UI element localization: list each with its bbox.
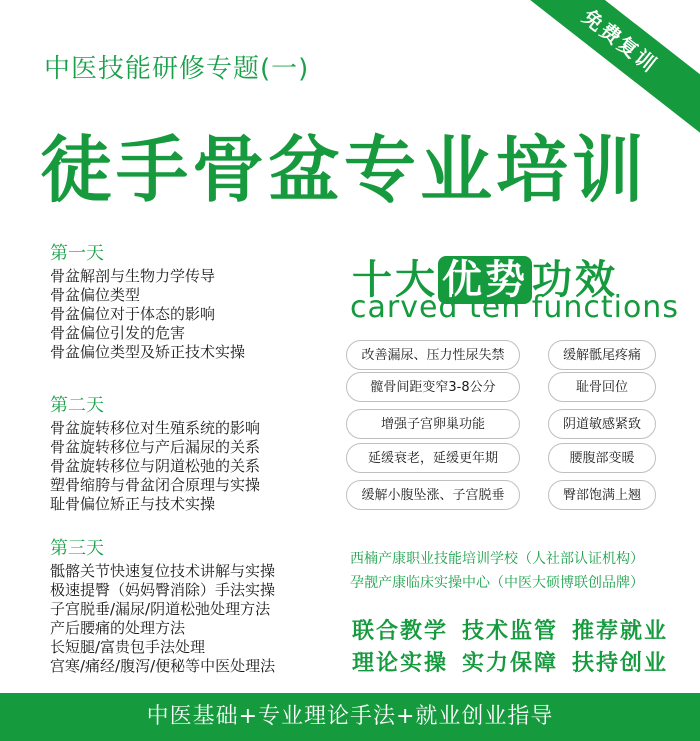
course-item: 耻骨偏位矫正与技术实操 [50,495,216,513]
footer-banner: 中医基础+专业理论手法+就业创业指导 [0,693,700,741]
slogan-row-2 [352,646,682,677]
course-item: 骨盆解剖与生物力学传导 [50,267,216,285]
benefit-pill: 改善漏尿、压力性尿失禁 [346,340,520,370]
slogan: 理论实操 [352,651,449,676]
course-item: 骨盆旋转移位与阴道松弛的关系 [50,457,261,475]
benefit-pill: 缓解小腹坠涨、子宫脱垂 [346,480,520,510]
course-item: 长短腿/富贵包手法处理 [50,638,206,656]
benefit-pill: 腰腹部变暖 [548,443,656,473]
course-item: 骨盆旋转移位与产后漏尿的关系 [50,438,261,456]
slogan-row-1 [352,614,682,645]
course-item: 子宫脱垂/漏尿/阴道松弛处理方法 [50,600,271,618]
course-item: 塑骨缩胯与骨盆闭合原理与实操 [50,476,261,494]
benefit-pill: 增强子宫卵巢功能 [346,409,520,439]
practice-center-name: 孕靓产康临床实操中心（中医大硕博联创品牌） [350,575,644,591]
course-item: 骨盆偏位引发的危害 [50,324,186,342]
benefit-pill: 耻骨回位 [548,372,656,402]
slogan: 扶持创业 [572,651,669,676]
slogan: 技术监管 [462,619,559,644]
slogan: 推荐就业 [572,619,669,644]
course-item: 骶髂关节快速复位技术讲解与实操 [50,562,276,580]
benefit-pill: 缓解骶尾疼痛 [548,340,656,370]
slogan: 实力保障 [462,651,559,676]
day-2-section [50,395,260,514]
course-item: 宫寒/痛经/腹泻/便秘等中医处理法 [50,657,276,675]
benefit-pill: 臀部饱满上翘 [548,480,656,510]
course-item: 骨盆偏位类型 [50,286,141,304]
day-title: 第二天 [50,395,104,416]
school-name: 西楠产康职业技能培训学校（人社部认证机构） [350,551,644,567]
day-3-section [50,538,275,676]
course-item: 极速提臀（妈妈臀消除）手法实操 [50,581,276,599]
advantages-title-post: 功效 [532,257,618,303]
free-retraining-label: 免费复训 [577,4,663,78]
day-title: 第三天 [50,538,104,559]
main-title: 徒手骨盆专业培训 [40,128,649,212]
advantages-english-subtitle: carved ten functions [350,290,679,325]
benefit-pill: 髋骨间距变窄3-8公分 [346,372,520,402]
course-item: 骨盆偏位对于体态的影响 [50,305,216,323]
benefit-pill: 延缓衰老，延缓更年期 [346,443,520,473]
course-item: 骨盆旋转移位对生殖系统的影响 [50,419,261,437]
course-item: 骨盆偏位类型及矫正技术实操 [50,343,246,361]
course-item: 产后腰痛的处理方法 [50,619,186,637]
slogan: 联合教学 [352,619,449,644]
advantages-title-pre: 十大 [352,257,438,303]
day-title: 第一天 [50,243,104,264]
benefit-pill: 阴道敏感紧致 [548,409,656,439]
day-1-section [50,243,245,362]
advantages-title-highlight: 优势 [438,256,532,304]
series-subtitle: 中医技能研修专题(一) [44,54,310,84]
